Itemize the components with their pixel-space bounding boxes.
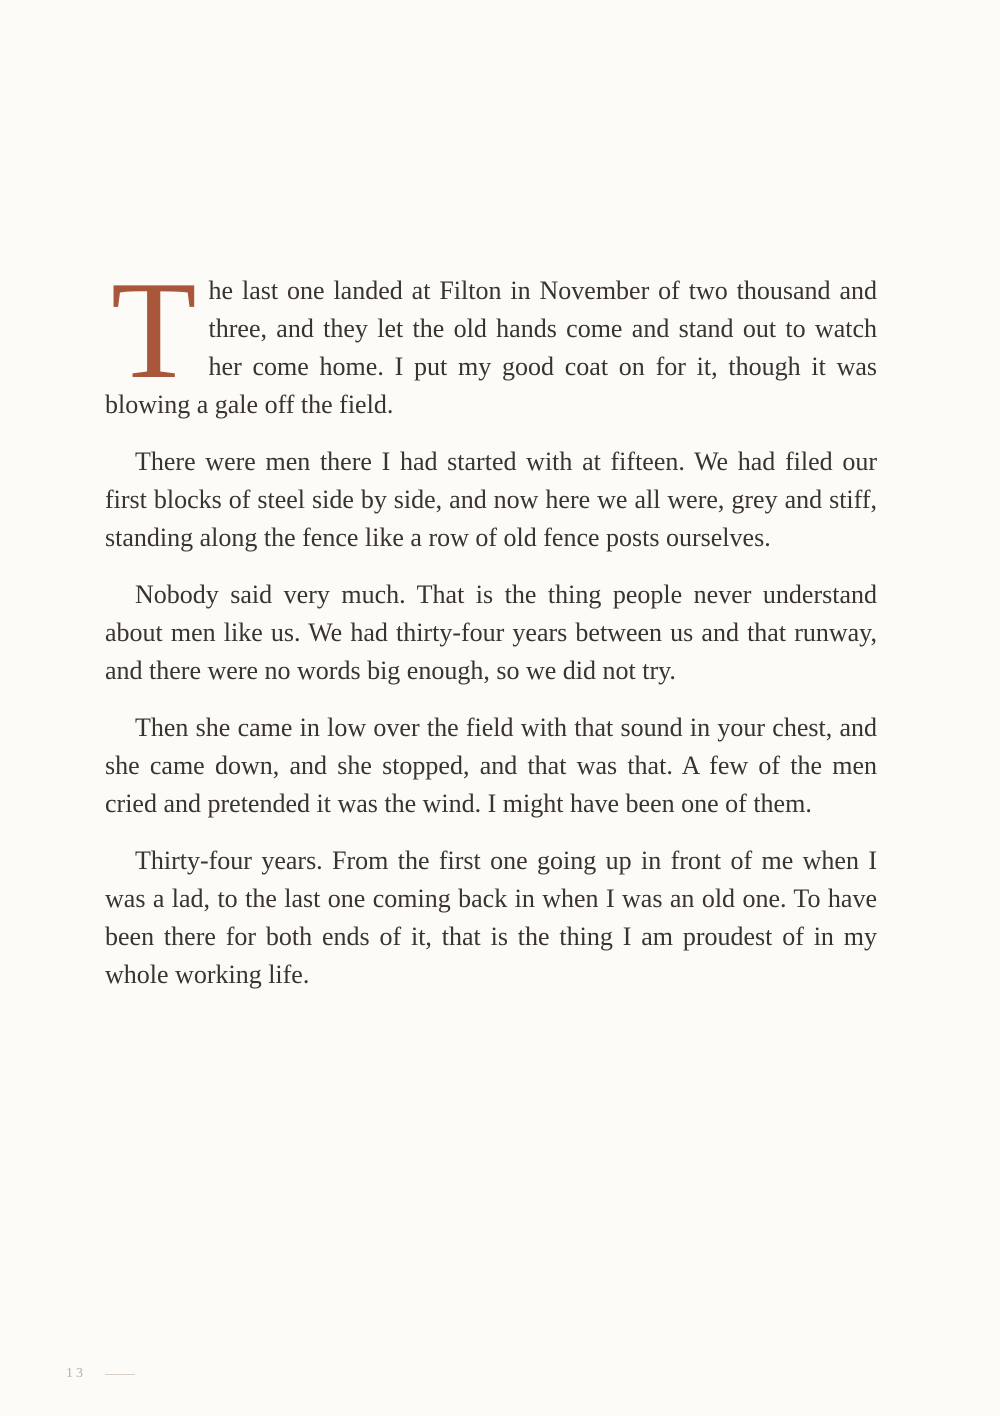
- paragraph-1-text: he last one landed at Filton in November of two thousand and three, and they let the old hands come and stand out to watch her come home. I put my good coat on for it, though it was blowing a gale off the field.: [105, 276, 877, 419]
- drop-cap: T: [111, 253, 197, 408]
- paragraph-2: There were men there I had started with at fifteen. We had filed our first blocks of steel side by side, and now here we all were, grey and stiff, standing along the fence like a row of old fence posts ourselves.: [105, 447, 877, 552]
- story-text: [105, 253, 877, 1013]
- paragraph-5: Thirty-four years. From the first one going up in front of me when I was a lad, to the last one coming back in when I was an old one. To have been there for both ends of it, that is the thing I am proudest of in my whole working life.: [105, 846, 877, 989]
- folio-rule: [105, 1374, 135, 1375]
- paragraph-1: [105, 253, 877, 424]
- page-number: 13: [66, 1366, 86, 1381]
- paragraph-3: Nobody said very much. That is the thing people never understand about men like us. We had thirty-four years between us and that runway, and there were no words big enough, so we did not try.: [105, 580, 877, 685]
- paragraph-4: Then she came in low over the field with that sound in your chest, and she came down, and she stopped, and that was that. A few of the men cried and pretended it was the wind. I might have been one of them.: [105, 713, 877, 818]
